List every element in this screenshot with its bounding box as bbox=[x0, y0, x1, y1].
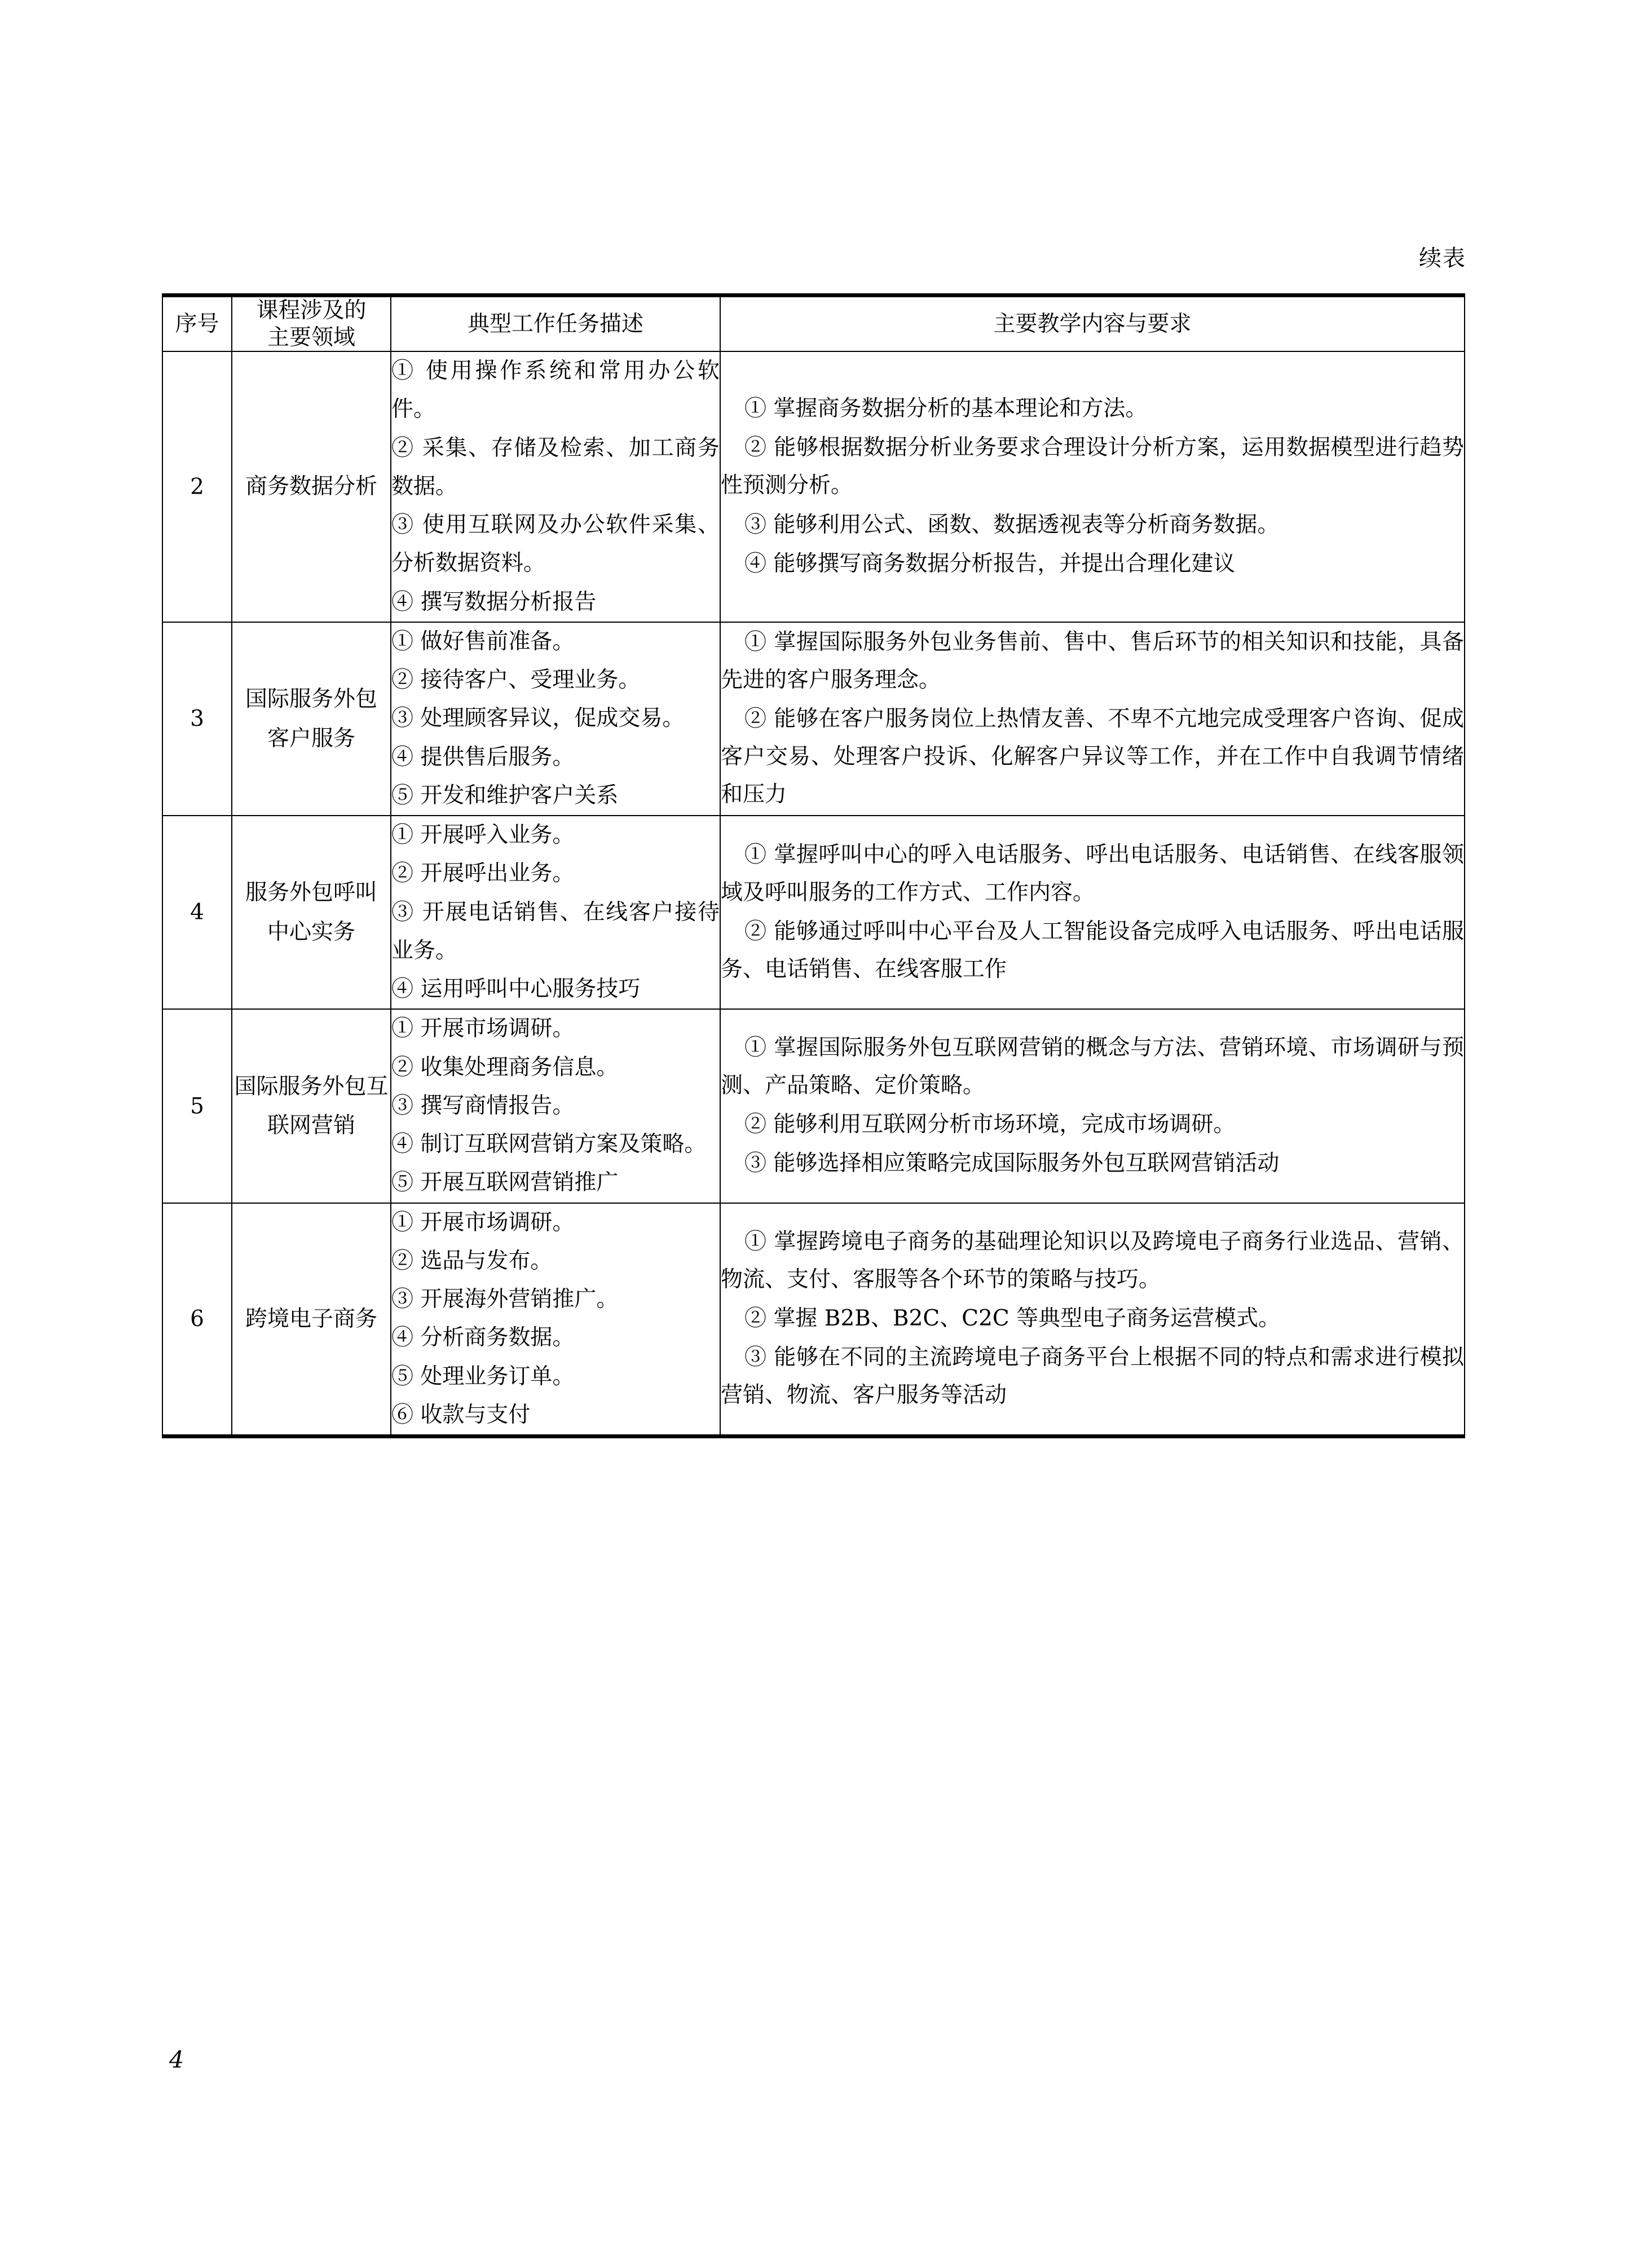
table-row bbox=[162, 1009, 1465, 1203]
page-number: 4 bbox=[169, 2046, 184, 2073]
course-field-line: 客户服务 bbox=[267, 725, 355, 751]
task-item: ② 采集、存储及检索、加工商务数据。 bbox=[391, 435, 720, 499]
task-item: ④ 制订互联网营销方案及策略。 bbox=[391, 1131, 707, 1157]
course-field-line: 商务数据分析 bbox=[245, 474, 377, 500]
header-cell-no bbox=[162, 296, 232, 352]
cell-teaching-content bbox=[720, 1009, 1465, 1203]
task-item: ④ 分析商务数据。 bbox=[391, 1325, 575, 1351]
header-label-no: 序号 bbox=[175, 311, 219, 337]
cell-teaching-content bbox=[720, 351, 1465, 622]
course-field-line: 国际服务外包 bbox=[245, 686, 377, 712]
cell-teaching-content bbox=[720, 816, 1465, 1009]
task-item: ② 收集处理商务信息。 bbox=[391, 1054, 619, 1080]
task-item: ② 接待客户、受理业务。 bbox=[391, 667, 641, 693]
cell-typical-tasks bbox=[391, 816, 720, 1009]
task-item: ③ 撰写商情报告。 bbox=[391, 1093, 575, 1118]
cell-course-field bbox=[232, 351, 391, 622]
cell-serial-number: 2 bbox=[162, 351, 232, 622]
teaching-item: ③ 能够选择相应策略完成国际服务外包互联网营销活动 bbox=[744, 1151, 1280, 1177]
task-item: ① 开展市场调研。 bbox=[391, 1209, 575, 1235]
teaching-item: ③ 能够利用公式、函数、数据透视表等分析商务数据。 bbox=[744, 512, 1280, 538]
teaching-item: ① 掌握商务数据分析的基本理论和方法。 bbox=[744, 396, 1148, 422]
cell-course-field bbox=[232, 1203, 391, 1437]
task-item: ⑤ 开展互联网营销推广 bbox=[391, 1170, 619, 1196]
task-item: ③ 开展海外营销推广。 bbox=[391, 1287, 619, 1313]
table-row bbox=[162, 1203, 1465, 1437]
header-label-teaching: 主要教学内容与要求 bbox=[993, 311, 1192, 337]
task-item: ③ 使用互联网及办公软件采集、分析数据资料。 bbox=[391, 512, 720, 576]
header-cell-field bbox=[232, 296, 391, 352]
course-field-line: 跨境电子商务 bbox=[245, 1306, 377, 1332]
task-item: ① 开展市场调研。 bbox=[391, 1016, 575, 1042]
header-label-task: 典型工作任务描述 bbox=[467, 311, 643, 337]
teaching-item: ② 掌握 B2B、B2C、C2C 等典型电子商务运营模式。 bbox=[744, 1305, 1281, 1331]
table-row bbox=[162, 816, 1465, 1009]
table-header-row bbox=[162, 296, 1465, 352]
task-item: ④ 撰写数据分析报告 bbox=[391, 589, 597, 615]
cell-serial-number: 5 bbox=[162, 1009, 232, 1203]
teaching-item: ② 能够利用互联网分析市场环境，完成市场调研。 bbox=[744, 1112, 1236, 1138]
header-cell-task bbox=[391, 296, 720, 352]
cell-course-field bbox=[232, 816, 391, 1009]
task-item: ④ 运用呼叫中心服务技巧 bbox=[391, 976, 641, 1002]
cell-typical-tasks bbox=[391, 622, 720, 816]
task-item: ⑥ 收款与支付 bbox=[391, 1402, 531, 1428]
task-item: ① 开展呼入业务。 bbox=[391, 822, 575, 848]
course-table-container bbox=[162, 293, 1464, 1438]
task-item: ③ 处理顾客异议，促成交易。 bbox=[391, 706, 685, 732]
cell-course-field bbox=[232, 1009, 391, 1203]
course-field-line: 国际服务外包互 bbox=[234, 1073, 389, 1099]
course-field-line: 服务外包呼叫 bbox=[245, 880, 377, 906]
task-item: ⑤ 开发和维护客户关系 bbox=[391, 782, 619, 808]
task-item: ③ 开展电话销售、在线客户接待业务。 bbox=[391, 899, 720, 963]
teaching-item: ① 掌握国际服务外包业务售前、售中、售后环节的相关知识和技能，具备先进的客户服务理念。 bbox=[721, 629, 1464, 693]
cell-typical-tasks bbox=[391, 1009, 720, 1203]
cell-typical-tasks bbox=[391, 351, 720, 622]
task-item: ② 选品与发布。 bbox=[391, 1248, 553, 1274]
course-field-line: 中心实务 bbox=[267, 919, 355, 945]
teaching-item: ① 掌握国际服务外包互联网营销的概念与方法、营销环境、市场调研与预测、产品策略、定价策略。 bbox=[721, 1034, 1464, 1098]
cell-serial-number: 6 bbox=[162, 1203, 232, 1437]
task-item: ① 做好售前准备。 bbox=[391, 628, 575, 654]
course-field-line: 联网营销 bbox=[267, 1113, 355, 1139]
header-label-field-line2: 主要领域 bbox=[267, 324, 355, 350]
cell-typical-tasks bbox=[391, 1203, 720, 1437]
cell-teaching-content bbox=[720, 622, 1465, 816]
teaching-item: ② 能够在客户服务岗位上热情友善、不卑不亢地完成受理客户咨询、促成客户交易、处理客户投诉、化解客户异议等工作，并在工作中自我调节情绪和压力 bbox=[721, 706, 1464, 808]
teaching-item: ④ 能够撰写商务数据分析报告，并提出合理化建议 bbox=[744, 551, 1236, 576]
course-table bbox=[162, 293, 1465, 1438]
teaching-item: ② 能够通过呼叫中心平台及人工智能设备完成呼入电话服务、呼出电话服务、电话销售、在线客服工作 bbox=[721, 918, 1464, 982]
task-item: ① 使用操作系统和常用办公软件。 bbox=[391, 358, 720, 422]
table-row bbox=[162, 622, 1465, 816]
teaching-item: ① 掌握呼叫中心的呼入电话服务、呼出电话服务、电话销售、在线客服领域及呼叫服务的工作方式、工作内容。 bbox=[721, 842, 1464, 905]
task-item: ⑤ 处理业务订单。 bbox=[391, 1363, 575, 1389]
header-cell-teaching bbox=[720, 296, 1465, 352]
running-head: 续表 bbox=[1419, 245, 1466, 271]
cell-teaching-content bbox=[720, 1203, 1465, 1437]
cell-serial-number: 3 bbox=[162, 622, 232, 816]
table-row bbox=[162, 351, 1465, 622]
task-item: ② 开展呼出业务。 bbox=[391, 861, 575, 887]
cell-serial-number: 4 bbox=[162, 816, 232, 1009]
cell-course-field bbox=[232, 622, 391, 816]
teaching-item: ① 掌握跨境电子商务的基础理论知识以及跨境电子商务行业选品、营销、物流、支付、客服等各个环节的策略与技巧。 bbox=[721, 1228, 1464, 1292]
teaching-item: ③ 能够在不同的主流跨境电子商务平台上根据不同的特点和需求进行模拟营销、物流、客户服务等活动 bbox=[721, 1344, 1464, 1408]
header-label-field-line1: 课程涉及的 bbox=[256, 298, 367, 323]
teaching-item: ② 能够根据数据分析业务要求合理设计分析方案，运用数据模型进行趋势性预测分析。 bbox=[721, 435, 1464, 499]
task-item: ④ 提供售后服务。 bbox=[391, 744, 575, 770]
